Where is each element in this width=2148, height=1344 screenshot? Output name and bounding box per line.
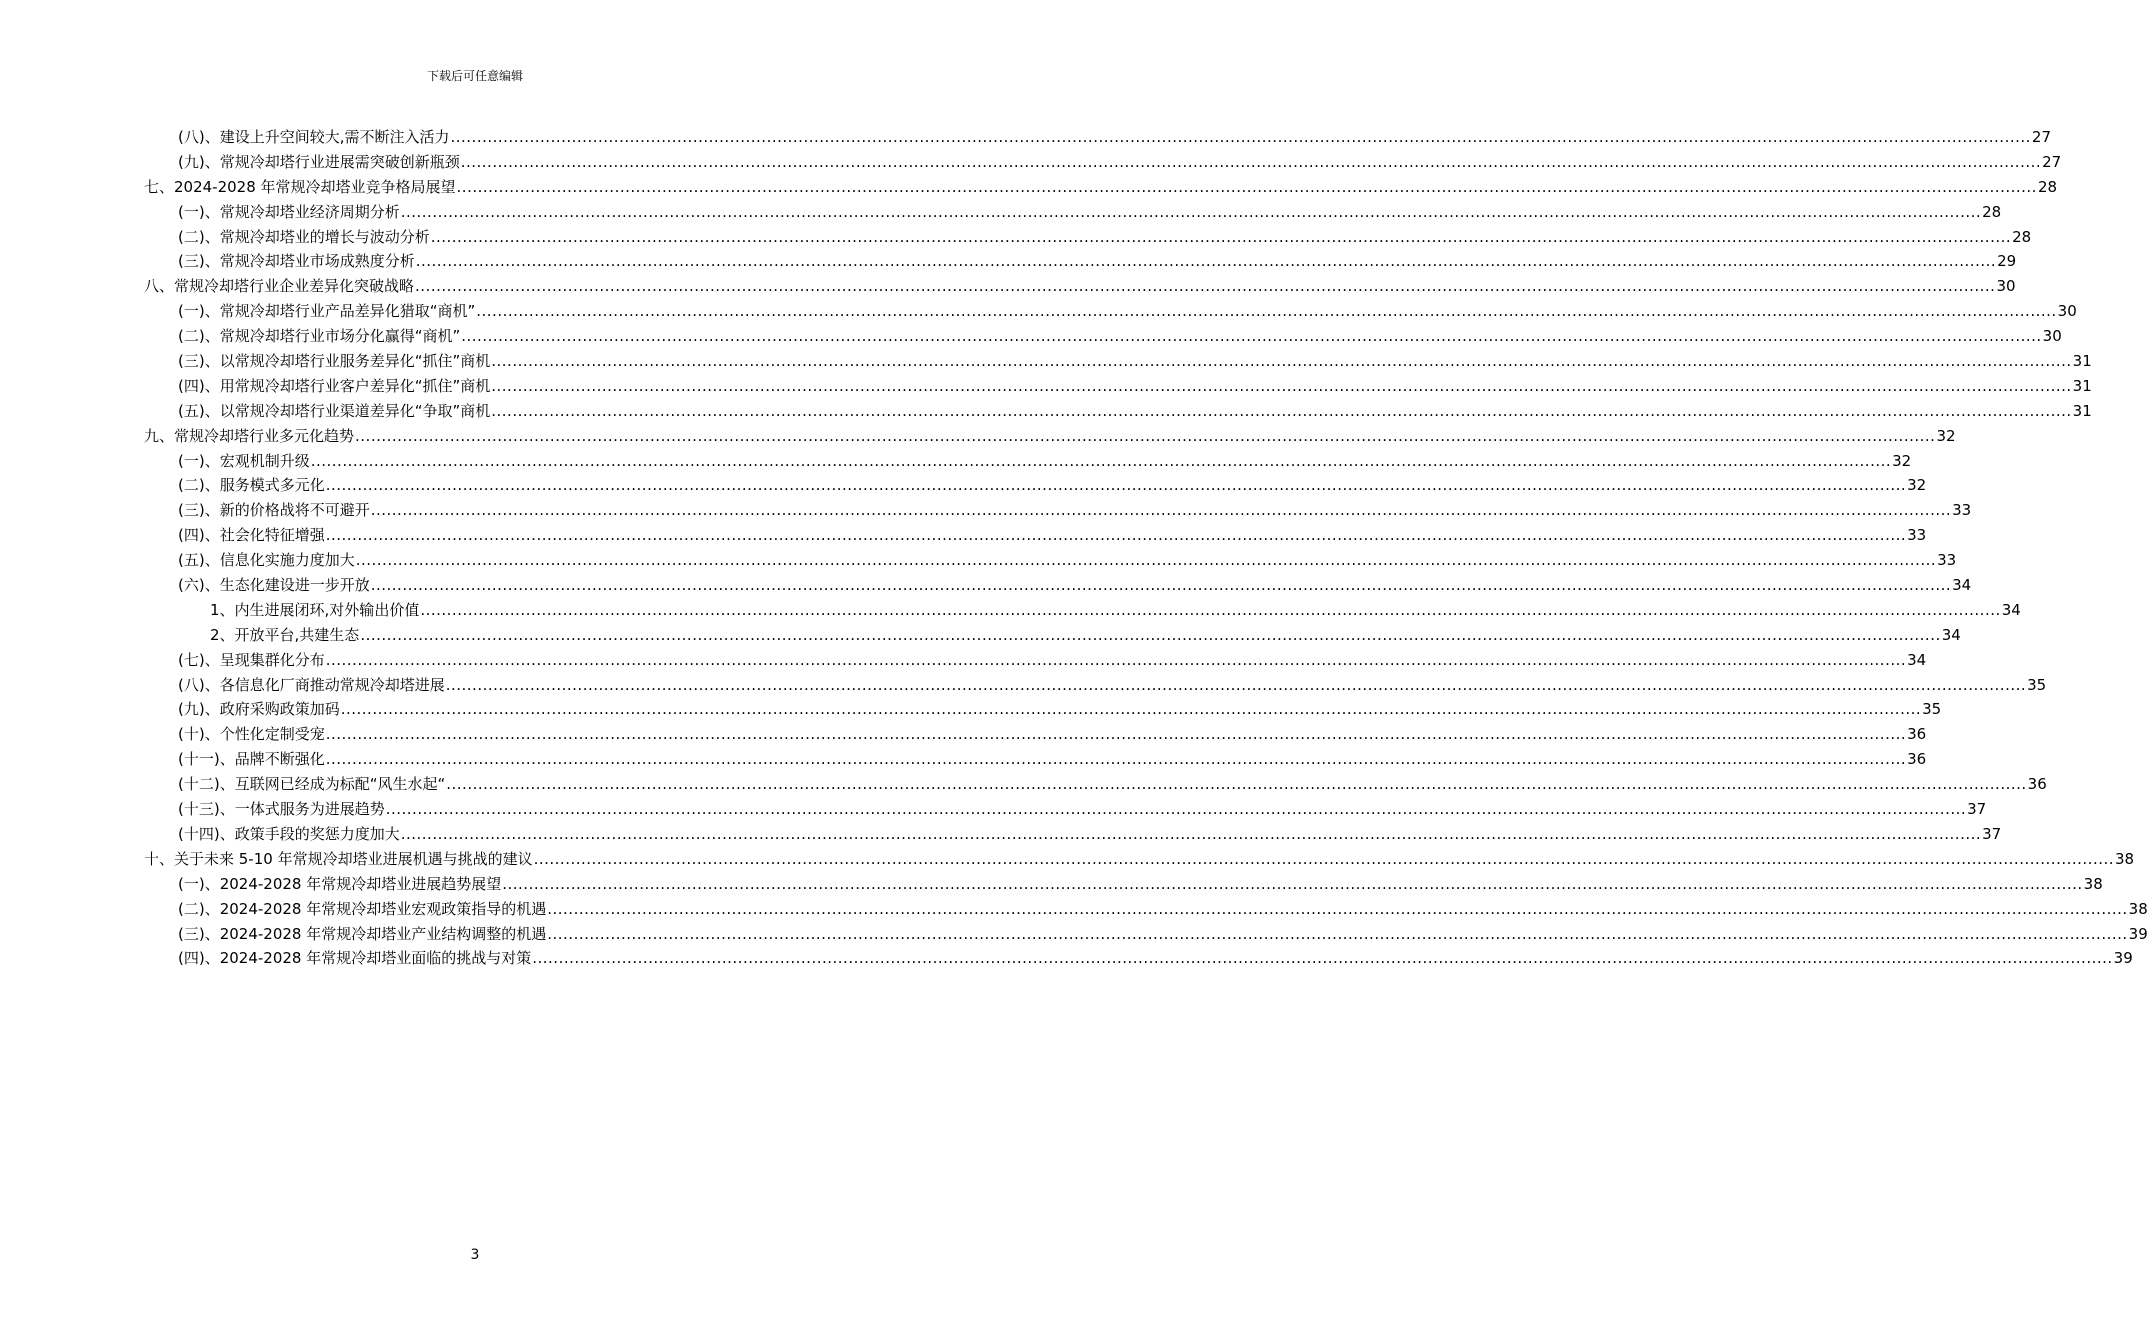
toc-entry[interactable] (144, 946, 2133, 971)
toc-entry-title: (六)、生态化建设进一步开放 (178, 576, 370, 595)
toc-entry-title: (四)、2024-2028 年常规冷却塔业面临的挑战与对策 (178, 949, 532, 968)
toc-entry-page: 37 (1982, 824, 2002, 843)
toc-entry[interactable] (144, 598, 2021, 623)
toc-entry-title: (五)、以常规冷却塔行业渠道差异化“争取”商机 (178, 401, 491, 420)
toc-entry[interactable] (144, 747, 1927, 772)
toc-entry[interactable] (144, 673, 2047, 698)
toc-dot-leader: ............................................................................................................................................................................................................................................................................................................ (415, 252, 1997, 271)
toc-entry-page: 34 (2001, 600, 2021, 619)
toc-entry-page: 35 (1922, 700, 1942, 719)
toc-dot-leader: ............................................................................................................................................................................................................................................................................................................ (355, 551, 1937, 570)
toc-entry-title: (十)、个性化定制受宠 (178, 725, 325, 744)
toc-dot-leader: ............................................................................................................................................................................................................................................................................................................ (430, 227, 2012, 246)
toc-entry[interactable] (144, 374, 2092, 399)
toc-entry[interactable] (144, 872, 2103, 897)
toc-entry-title: (四)、社会化特征增强 (178, 526, 325, 545)
toc-dot-leader: ............................................................................................................................................................................................................................................................................................................ (325, 650, 1907, 669)
page-number: 3 (470, 1247, 480, 1263)
toc-entry-title: 2、开放平台,共建生态 (210, 625, 360, 644)
toc-entry-title: (三)、2024-2028 年常规冷却塔业产业结构调整的机遇 (178, 924, 547, 943)
toc-dot-leader: ............................................................................................................................................................................................................................................................................................................ (385, 800, 1967, 819)
toc-entry[interactable] (144, 473, 1927, 498)
toc-entry-page: 31 (2072, 376, 2092, 395)
toc-entry[interactable] (144, 324, 2062, 349)
toc-dot-leader: ............................................................................................................................................................................................................................................................................................................ (476, 302, 2057, 321)
toc-entry-page: 31 (2072, 352, 2092, 371)
toc-dot-leader: ............................................................................................................................................................................................................................................................................................................ (415, 277, 1996, 296)
toc-entry-page: 39 (2128, 924, 2148, 943)
page-header: 下载后可任意编辑 (426, 69, 523, 83)
toc-entry-page: 35 (2027, 675, 2047, 694)
toc-entry-page: 38 (2083, 874, 2103, 893)
toc-entry-title: (一)、常规冷却塔行业产品差异化猎取“商机” (178, 302, 476, 321)
toc-entry-page: 34 (1941, 625, 1961, 644)
toc-entry-page: 32 (1907, 476, 1927, 495)
toc-dot-leader: ............................................................................................................................................................................................................................................................................................................ (547, 924, 2128, 943)
toc-entry-page: 33 (1952, 501, 1972, 520)
toc-entry[interactable] (144, 150, 2062, 175)
toc-entry-page: 32 (1936, 426, 1956, 445)
toc-entry-title: 七、2024-2028 年常规冷却塔业竞争格局展望 (144, 177, 456, 196)
toc-entry-title: (五)、信息化实施力度加大 (178, 551, 355, 570)
toc-entry-page: 38 (2115, 849, 2135, 868)
toc-dot-leader: ............................................................................................................................................................................................................................................................................................................ (400, 202, 1982, 221)
toc-entry-page: 36 (1907, 725, 1927, 744)
toc-entry-title: (十四)、政策手段的奖惩力度加大 (178, 824, 400, 843)
toc-entry-page: 27 (2031, 128, 2051, 146)
toc-entry-page: 36 (2027, 775, 2047, 794)
toc-entry-title: (九)、政府采购政策加码 (178, 700, 340, 719)
toc-entry-title: (三)、常规冷却塔业市场成熟度分析 (178, 252, 415, 271)
toc-entry-page: 34 (1907, 650, 1927, 669)
toc-dot-leader: ............................................................................................................................................................................................................................................................................................................ (360, 625, 1941, 644)
toc-dot-leader: ............................................................................................................................................................................................................................................................................................................ (502, 874, 2083, 893)
toc-entry-title: (二)、2024-2028 年常规冷却塔业宏观政策指导的机遇 (178, 899, 547, 918)
toc-dot-leader: ............................................................................................................................................................................................................................................................................................................ (370, 501, 1952, 520)
toc-entry[interactable] (144, 573, 1972, 598)
toc-dot-leader: ............................................................................................................................................................................................................................................................................................................ (461, 327, 2042, 346)
toc-dot-leader: ............................................................................................................................................................................................................................................................................................................ (340, 700, 1922, 719)
toc-dot-leader: ............................................................................................................................................................................................................................................................................................................ (325, 526, 1907, 545)
toc-entry-page: 30 (1996, 277, 2016, 296)
toc-entry-page: 37 (1967, 800, 1987, 819)
toc-dot-leader: ............................................................................................................................................................................................................................................................................................................ (445, 675, 2027, 694)
toc-entry-title: (十三)、一体式服务为进展趋势 (178, 800, 385, 819)
toc-dot-leader: ............................................................................................................................................................................................................................................................................................................ (370, 576, 1952, 595)
toc-entry-title: (一)、常规冷却塔业经济周期分析 (178, 202, 400, 221)
toc-entry-title: (一)、宏观机制升级 (178, 451, 310, 470)
toc-entry[interactable] (144, 847, 2135, 872)
toc-entry[interactable] (144, 498, 1972, 523)
toc-dot-leader: ............................................................................................................................................................................................................................................................................................................ (355, 426, 1936, 445)
toc-dot-leader: ............................................................................................................................................................................................................................................................................................................ (446, 775, 2027, 794)
toc-entry[interactable] (144, 772, 2047, 797)
toc-entry[interactable] (144, 225, 2032, 250)
toc-entry-title: (二)、服务模式多元化 (178, 476, 325, 495)
toc-entry-page: 33 (1907, 526, 1927, 545)
toc-entry-title: 十、关于未来 5-10 年常规冷却塔业进展机遇与挑战的建议 (144, 849, 533, 868)
toc-entry-title: (十二)、互联网已经成为标配“风生水起“ (178, 775, 446, 794)
toc-entry[interactable] (144, 175, 2058, 200)
toc-entry[interactable] (144, 922, 2148, 947)
toc-entry-page: 31 (2072, 401, 2092, 420)
toc-entry-title: (九)、常规冷却塔行业进展需突破创新瓶颈 (178, 152, 460, 171)
toc-entry-title: (八)、各信息化厂商推动常规冷却塔进展 (178, 675, 445, 694)
toc-entry-page: 30 (2042, 327, 2062, 346)
toc-entry-page: 38 (2128, 899, 2148, 918)
toc-entry-page: 28 (1982, 202, 2002, 221)
toc-entry[interactable] (144, 548, 1957, 573)
toc-entry[interactable] (144, 648, 1927, 673)
toc-dot-leader: ............................................................................................................................................................................................................................................................................................................ (547, 899, 2128, 918)
toc-entry-title: (二)、常规冷却塔行业市场分化赢得“商机” (178, 327, 461, 346)
toc-dot-leader: ............................................................................................................................................................................................................................................................................................................ (325, 750, 1907, 769)
toc-entry-title: 九、常规冷却塔行业多元化趋势 (144, 426, 355, 445)
toc-entry[interactable] (144, 125, 2051, 150)
toc-entry-page: 36 (1907, 750, 1927, 769)
toc-dot-leader: ............................................................................................................................................................................................................................................................................................................ (400, 824, 1982, 843)
toc-entry[interactable] (144, 299, 2077, 324)
toc-dot-leader: ............................................................................................................................................................................................................................................................................................................ (456, 177, 2037, 196)
toc-entry[interactable] (144, 697, 1942, 722)
toc-entry-title: (四)、用常规冷却塔行业客户差异化“抓住”商机 (178, 376, 491, 395)
toc-entry-title: (三)、新的价格战将不可避开 (178, 501, 370, 520)
toc-entry[interactable] (144, 797, 1987, 822)
toc-entry-page: 32 (1892, 451, 1912, 470)
toc-entry-page: 28 (2037, 177, 2058, 196)
toc-entry-page: 34 (1952, 576, 1972, 595)
toc-entry-title: (一)、2024-2028 年常规冷却塔业进展趋势展望 (178, 874, 502, 893)
toc-dot-leader: ............................................................................................................................................................................................................................................................................................................ (533, 849, 2115, 868)
toc-dot-leader: ............................................................................................................................................................................................................................................................................................................ (310, 451, 1892, 470)
toc-dot-leader: ............................................................................................................................................................................................................................................................................................................ (450, 128, 2031, 146)
toc-entry-page: 28 (2012, 227, 2032, 246)
toc-entry-page: 33 (1937, 551, 1957, 570)
toc-entry-title: (七)、呈现集群化分布 (178, 650, 325, 669)
toc-entry-page: 29 (1997, 252, 2017, 271)
toc-dot-leader: ............................................................................................................................................................................................................................................................................................................ (532, 949, 2113, 968)
toc-entry[interactable] (144, 349, 2092, 374)
toc-dot-leader: ............................................................................................................................................................................................................................................................................................................ (460, 152, 2042, 171)
toc-entry[interactable] (144, 200, 2002, 225)
table-of-contents (144, 125, 2148, 971)
toc-entry-page: 39 (2113, 949, 2133, 968)
toc-entry[interactable] (144, 722, 1927, 747)
toc-entry[interactable] (144, 424, 1956, 449)
toc-entry-title: (三)、以常规冷却塔行业服务差异化“抓住”商机 (178, 352, 491, 371)
toc-dot-leader: ............................................................................................................................................................................................................................................................................................................ (325, 476, 1907, 495)
toc-entry-title: (十一)、品牌不断强化 (178, 750, 325, 769)
toc-entry[interactable] (144, 523, 1927, 548)
toc-dot-leader: ............................................................................................................................................................................................................................................................................................................ (491, 376, 2072, 395)
toc-entry[interactable] (144, 897, 2148, 922)
toc-entry[interactable] (144, 623, 1961, 648)
toc-dot-leader: ............................................................................................................................................................................................................................................................................................................ (491, 401, 2072, 420)
toc-entry[interactable] (144, 822, 2002, 847)
toc-entry-page: 30 (2057, 302, 2077, 321)
toc-dot-leader: ............................................................................................................................................................................................................................................................................................................ (491, 352, 2072, 371)
toc-entry-title: 八、常规冷却塔行业企业差异化突破战略 (144, 277, 415, 296)
toc-entry[interactable] (144, 399, 2092, 424)
toc-dot-leader: ............................................................................................................................................................................................................................................................................................................ (325, 725, 1907, 744)
toc-entry[interactable] (144, 249, 2017, 274)
toc-entry-page: 27 (2042, 152, 2062, 171)
toc-entry[interactable] (144, 274, 2016, 299)
toc-dot-leader: ............................................................................................................................................................................................................................................................................................................ (420, 600, 2001, 619)
toc-entry[interactable] (144, 449, 1912, 474)
toc-entry-title: (八)、建设上升空间较大,需不断注入活力 (178, 128, 450, 146)
toc-entry-title: 1、内生进展闭环,对外输出价值 (210, 600, 420, 619)
toc-entry-title: (二)、常规冷却塔业的增长与波动分析 (178, 227, 430, 246)
